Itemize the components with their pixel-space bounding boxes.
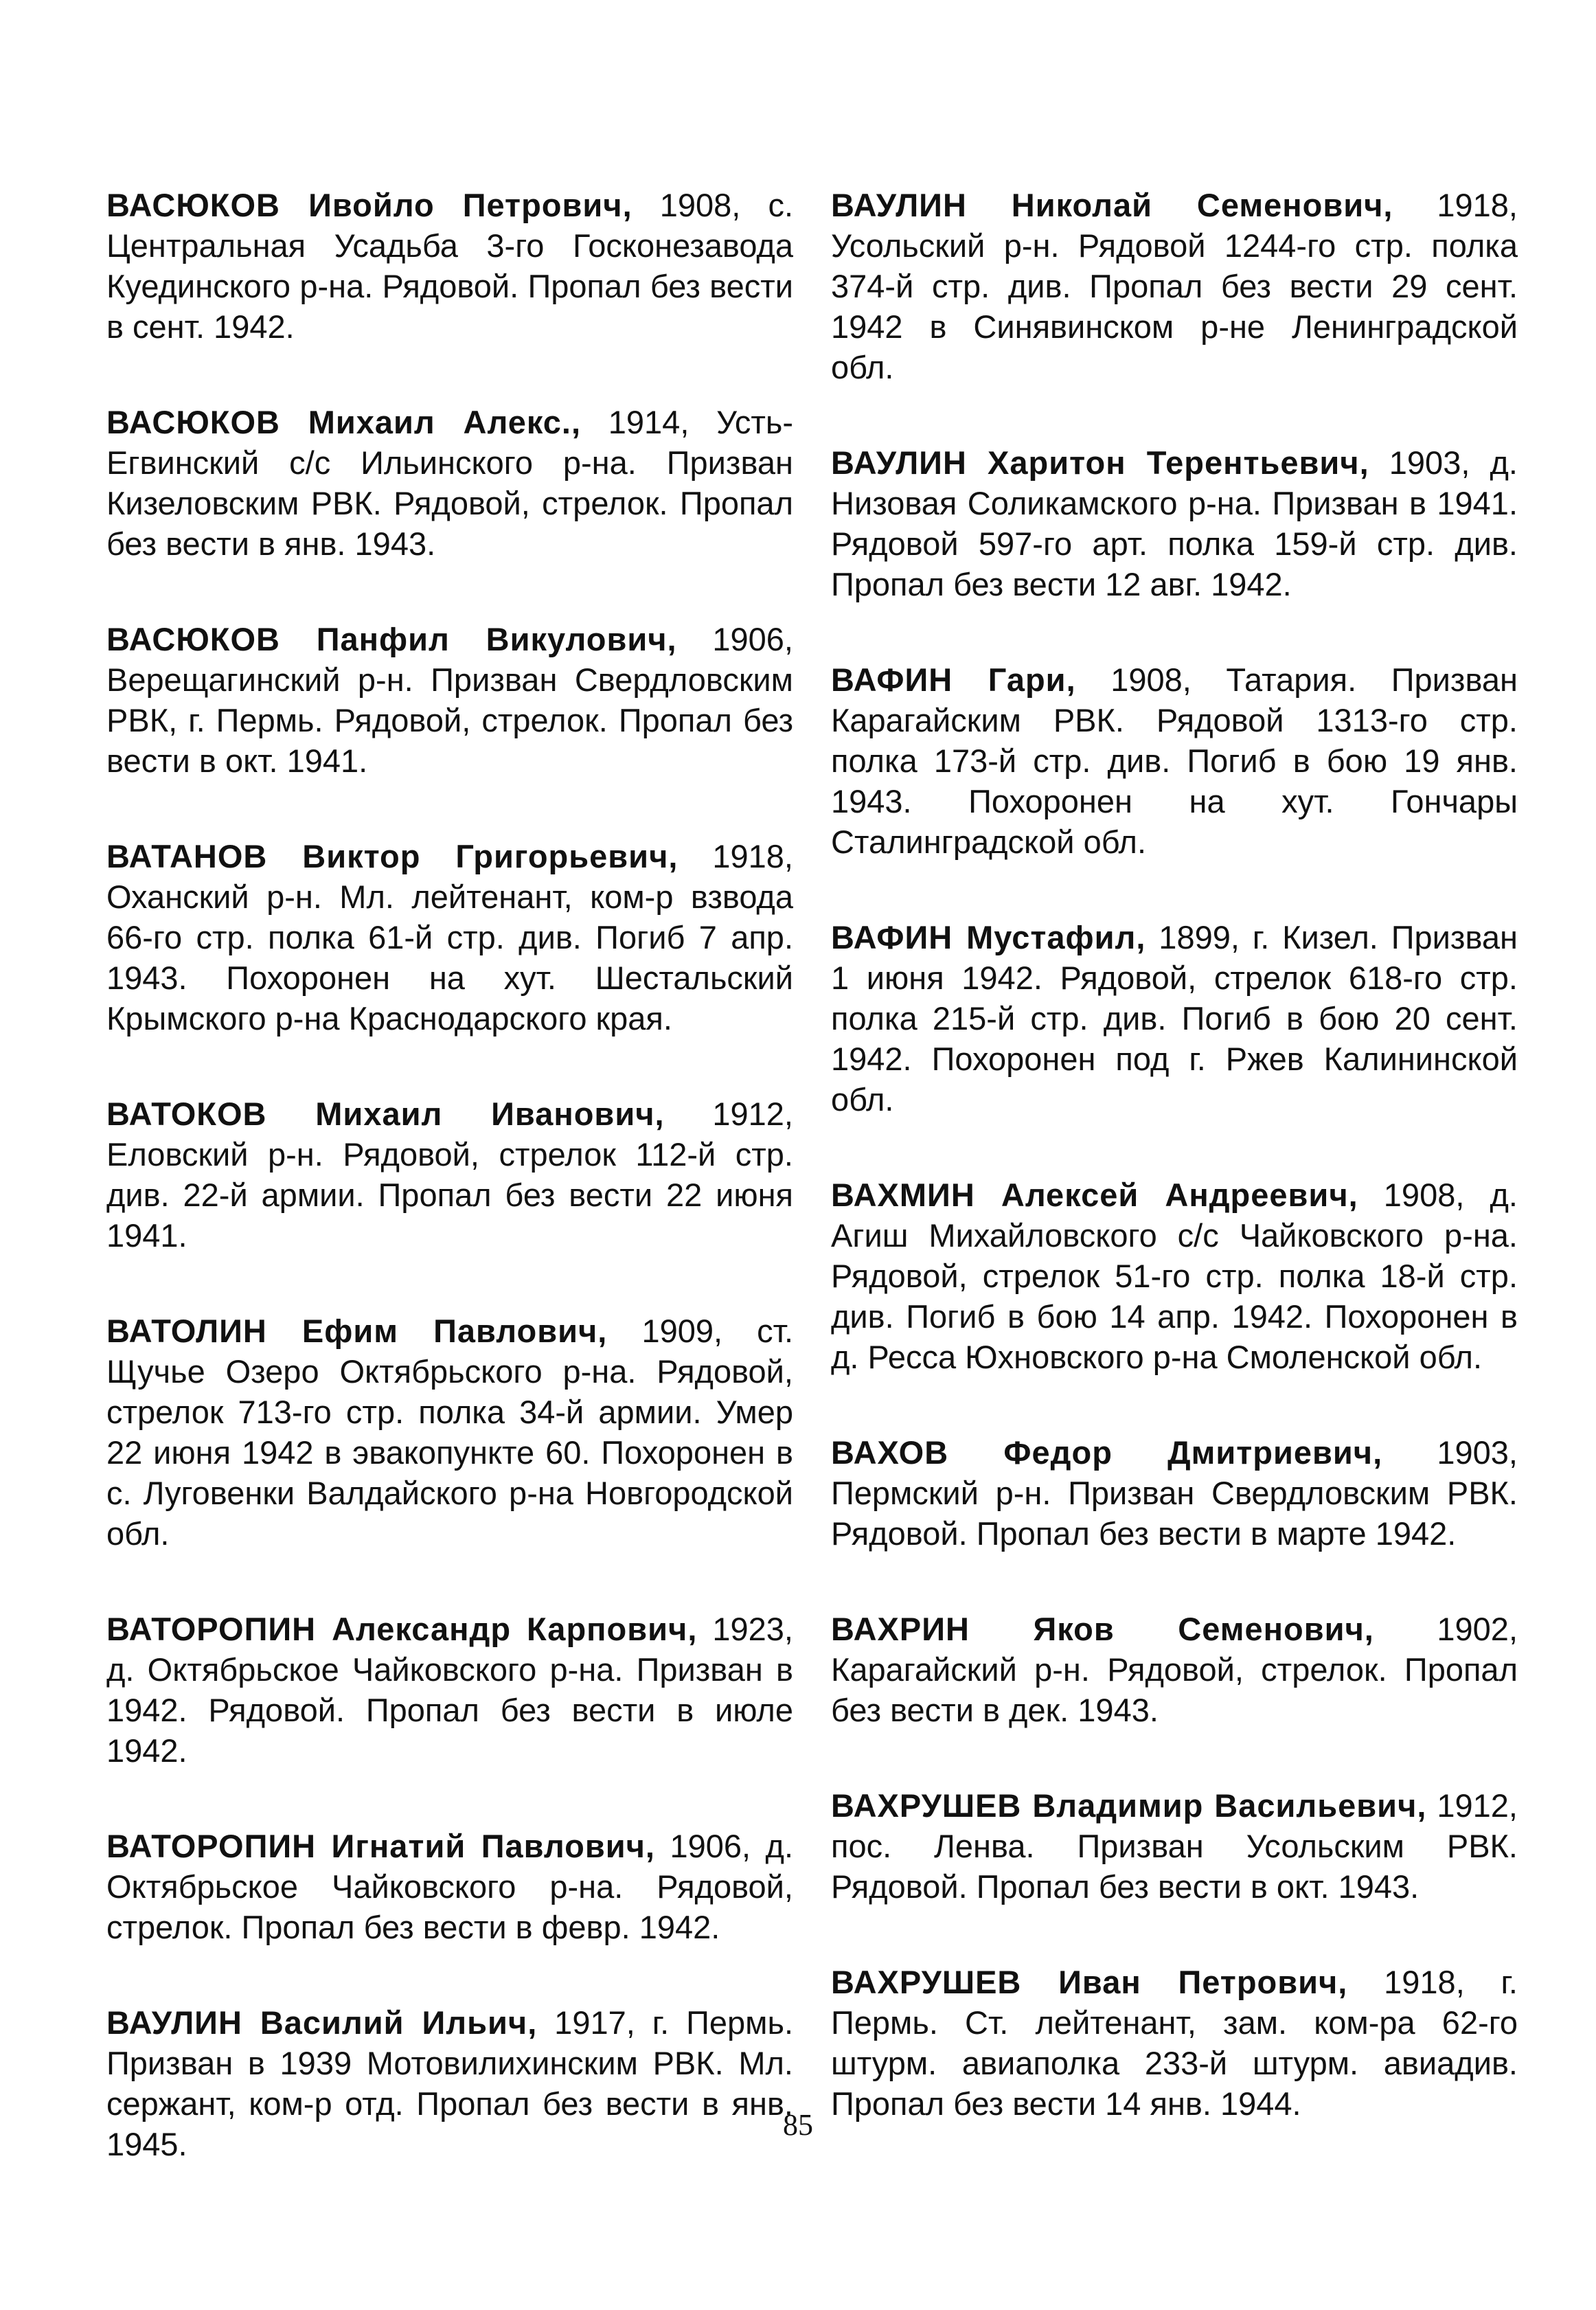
entry — [106, 1609, 793, 1771]
entry-text: 1908, с. Центральная Усадьба 3-го Госконезавода Куединского р-на. Рядовой. Пропал без вести в сент. 1942. — [106, 187, 793, 345]
entry-text: 1918, Усольский р-н. Рядовой 1244-го стр. полка 374-й стр. див. Пропал без вести 29 сент. 1942 в Синявинском р-не Ленинградской обл. — [831, 187, 1518, 385]
entry — [106, 402, 793, 564]
entry-text: 1908, д. Агиш Михайловского с/с Чайковского р-на. Рядовой, стрелок 51-го стр. полка 18-й стр. див. Погиб в бою 14 апр. 1942. Похоронен в д. Ресса Юхновского р-на Смоленской обл. — [831, 1177, 1518, 1375]
entry-name: ВАСЮКОВ Панфил Викулович, — [106, 621, 677, 657]
entry-name: ВАХРИН Яков Семенович, — [831, 1611, 1374, 1647]
entry — [106, 1826, 793, 1947]
entry — [831, 1609, 1518, 1730]
entry-name: ВАХРУШЕВ Владимир Васильевич, — [831, 1787, 1427, 1824]
entry — [106, 185, 793, 347]
entry-text: 1918, г. Пермь. Ст. лейтенант, зам. ком-ра 62-го штурм. авиаполка 233-й штурм. авиадив. Пропал без вести 14 янв. 1944. — [831, 1964, 1518, 2122]
entry-text: 1902, Карагайский р-н. Рядовой, стрелок. Пропал без вести в дек. 1943. — [831, 1611, 1518, 1728]
entry-text: 1906, д. Октябрьское Чайковского р-на. Рядовой, стрелок. Пропал без вести в февр. 1942. — [106, 1828, 794, 1945]
entry-text: 1899, г. Кизел. Призван 1 июня 1942. Рядовой, стрелок 618-го стр. полка 215-й стр. див. Погиб в бою 20 сент. 1942. Похоронен под г. Ржев Калининской обл. — [831, 919, 1518, 1118]
entry-text: 1906, Верещагинский р-н. Призван Свердловским РВК, г. Пермь. Рядовой, стрелок. Пропал без вести в окт. 1941. — [106, 621, 793, 779]
entry-name: ВАУЛИН Василий Ильич, — [106, 2004, 538, 2041]
entry — [106, 1094, 793, 1256]
entry-name: ВАХОВ Федор Дмитриевич, — [831, 1434, 1383, 1471]
entry-name: ВАУЛИН Харитон Терентьевич, — [831, 444, 1369, 481]
entry-name: ВАФИН Мустафил, — [831, 919, 1146, 955]
entry-name: ВАСЮКОВ Михаил Алекс., — [106, 404, 582, 440]
entry-name: ВАХМИН Алексей Андреевич, — [831, 1177, 1358, 1213]
right-column — [831, 152, 1518, 2179]
entry-name: ВАТОКОВ Михаил Иванович, — [106, 1096, 665, 1132]
entry — [831, 1785, 1518, 1907]
entry-text: 1912, пос. Ленва. Призван Усольским РВК. Рядовой. Пропал без вести в окт. 1943. — [831, 1787, 1518, 1905]
entry-name: ВАТАНОВ Виктор Григорьевич, — [106, 838, 679, 874]
entry-name: ВАТОРОПИН Игнатий Павлович, — [106, 1828, 655, 1864]
entry-text: 1903, Пермский р-н. Призван Свердловским РВК. Рядовой. Пропал без вести в марте 1942. — [831, 1434, 1518, 1552]
entry — [106, 1311, 793, 1554]
page-number: 85 — [783, 2108, 813, 2142]
entry-name: ВАСЮКОВ Ивойло Петрович, — [106, 187, 632, 223]
entry-text: 1912, Еловский р-н. Рядовой, стрелок 112-й стр. див. 22-й армии. Пропал без вести 22 июня 1941. — [106, 1096, 793, 1254]
entry-text: 1917, г. Пермь. Призван в 1939 Мотовилихинским РВК. Мл. сержант, ком-р отд. Пропал без вести в янв. 1945. — [106, 2004, 794, 2162]
entry-name: ВАХРУШЕВ Иван Петрович, — [831, 1964, 1348, 2000]
entry-text: 1908, Татария. Призван Карагайским РВК. Рядовой 1313-го стр. полка 173-й стр. див. Погиб в бою 19 янв. 1943. Похоронен на хут. Гончары Сталинградской обл. — [831, 661, 1518, 860]
entry-name: ВАУЛИН Николай Семенович, — [831, 187, 1393, 223]
entry-text: 1914, Усть-Егвинский с/с Ильинского р-на. Призван Кизеловским РВК. Рядовой, стрелок. Пропал без вести в янв. 1943. — [106, 404, 793, 562]
entry — [831, 1432, 1518, 1554]
entry — [831, 442, 1518, 604]
entry-text: 1923, д. Октябрьское Чайковского р-на. Призван в 1942. Рядовой. Пропал без вести в июле 1942. — [106, 1611, 793, 1769]
entry — [831, 917, 1518, 1120]
entry-name: ВАТОРОПИН Александр Карпович, — [106, 1611, 698, 1647]
entry — [831, 185, 1518, 387]
entry — [831, 1175, 1518, 1377]
entry-text: 1909, ст. Щучье Озеро Октябрьского р-на. Рядовой, стрелок 713-го стр. полка 34-й армии. Умер 22 июня 1942 в эвакопункте 60. Похоронен в с. Луговенки Валдайского р-на Новгородской обл. — [106, 1313, 793, 1552]
entry — [106, 836, 793, 1039]
entry-name: ВАТОЛИН Ефим Павлович, — [106, 1313, 608, 1349]
entry — [831, 659, 1518, 862]
entry — [106, 619, 793, 781]
left-column — [106, 152, 793, 2219]
entry-text: 1918, Оханский р-н. Мл. лейтенант, ком-р взвода 66-го стр. полка 61-й стр. див. Погиб 7 апр. 1943. Похоронен на хут. Шестальский Крымского р-на Краснодарского края. — [106, 838, 793, 1037]
entry-text: 1903, д. Низовая Соликамского р-на. Призван в 1941. Рядовой 597-го арт. полка 159-й стр. див. Пропал без вести 12 авг. 1942. — [831, 444, 1518, 602]
entry-name: ВАФИН Гари, — [831, 661, 1076, 698]
entry — [831, 1962, 1518, 2124]
